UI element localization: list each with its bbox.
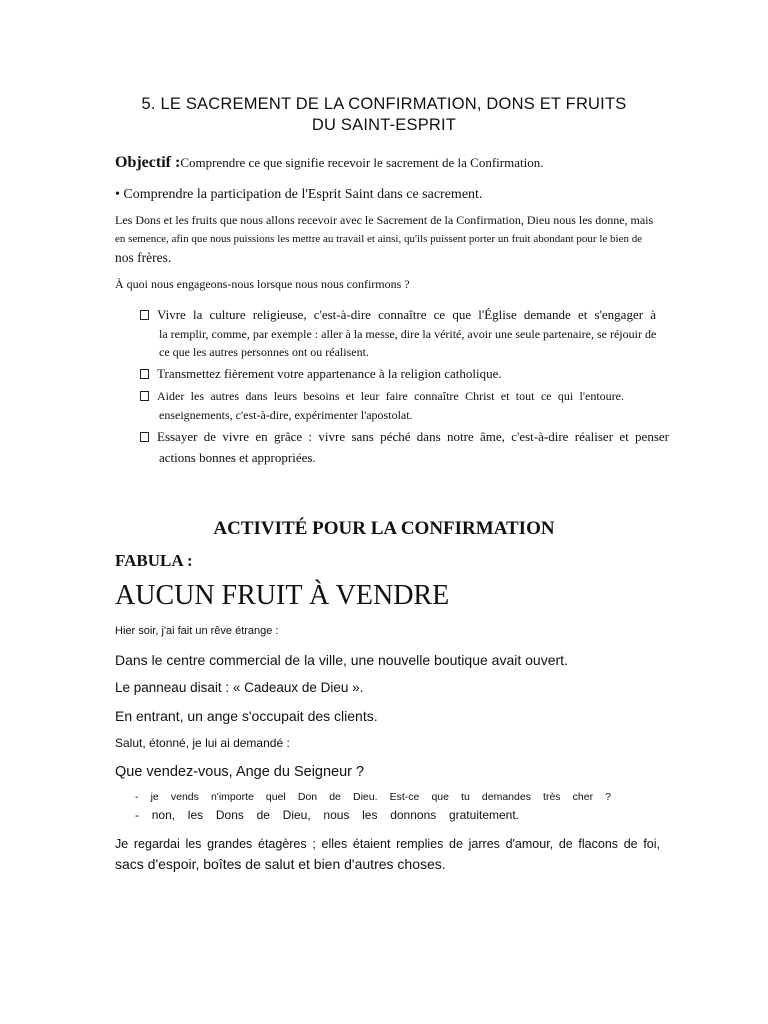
intro-line-1: Les Dons et les fruits que nous allons recevoir avec le Sacrement de la Confirmation, Dieu nous les donne, mais xyxy=(115,213,654,227)
page-title-line-2: DU SAINT-ESPRIT xyxy=(311,116,457,134)
dialogue-line-2: - non, les Dons de Dieu, nous les donnons gratuitement. xyxy=(135,808,519,822)
checkbox-icon xyxy=(140,310,149,320)
checklist-item-4-line-2: actions bonnes et appropriées. xyxy=(159,450,316,465)
story-line-1: Hier soir, j'ai fait un rêve étrange : xyxy=(115,625,279,637)
fabula-label: FABULA : xyxy=(115,551,193,570)
story-paragraph-line-1: Je regardai les grandes étagères ; elles étaient remplies de jarres d'amour, de flacons de foi, xyxy=(115,837,660,851)
story-line-6: Que vendez-vous, Ange du Seigneur ? xyxy=(115,764,365,780)
story-line-5: Salut, étonné, je lui ai demandé : xyxy=(115,736,290,750)
page-title-line-1: 5. LE SACREMENT DE LA CONFIRMATION, DONS ET FRUITS xyxy=(141,95,627,113)
checklist-item-3 xyxy=(140,389,624,404)
objective-text: Comprendre ce que signifie recevoir le sacrement de la Confirmation. xyxy=(180,155,544,170)
checklist-item-4 xyxy=(140,429,669,445)
checklist-item-3-line-1: Aider les autres dans leurs besoins et leur faire connaître Christ et tout ce qui l'entoure. xyxy=(157,389,624,403)
objective xyxy=(115,154,543,172)
checklist-item-1-line-1: Vivre la culture religieuse, c'est-à-dire connaître ce que l'Église demande et s'engager à xyxy=(157,307,656,322)
checklist-item-4-line-1: Essayer de vivre en grâce : vivre sans péché dans notre âme, c'est-à-dire réaliser et penser xyxy=(157,429,669,444)
story-line-3: Le panneau disait : « Cadeaux de Dieu ». xyxy=(115,680,364,695)
intro-line-3: nos frères. xyxy=(115,250,172,265)
checklist-item-1 xyxy=(140,307,656,323)
objective-bullet: • Comprendre la participation de l'Esprit Saint dans ce sacrement. xyxy=(115,187,483,202)
story-title: AUCUN FRUIT À VENDRE xyxy=(115,580,450,611)
checklist-item-3-line-2: enseignements, c'est-à-dire, expérimenter l'apostolat. xyxy=(159,408,413,422)
story-line-2: Dans le centre commercial de la ville, une nouvelle boutique avait ouvert. xyxy=(115,652,568,668)
objective-label: Objectif : xyxy=(115,154,181,171)
checklist-item-1-line-3: ce que les autres personnes ont ou réalisent. xyxy=(159,345,369,359)
intro-line-2: en semence, afin que nous puissions les mettre au travail et ainsi, qu'ils puissent porter un fruit abondant pour le bien de xyxy=(115,233,643,245)
checkbox-icon xyxy=(140,432,149,442)
checklist-item-2 xyxy=(140,366,502,382)
checklist-item-1-line-2: la remplir, comme, par exemple : aller à la messe, dire la vérité, avoir une seule partenaire, se réjouir de xyxy=(159,327,657,341)
checkbox-icon xyxy=(140,391,149,401)
checkbox-icon xyxy=(140,369,149,379)
commitment-question: À quoi nous engageons-nous lorsque nous nous confirmons ? xyxy=(115,277,410,291)
checklist-item-2-line-1: Transmettez fièrement votre appartenance à la religion catholique. xyxy=(157,366,502,381)
story-paragraph-line-2: sacs d'espoir, boîtes de salut et bien d'autres choses. xyxy=(115,856,446,872)
dialogue-line-1: - je vends n'importe quel Don de Dieu. Est-ce que tu demandes très cher ? xyxy=(135,791,611,803)
activity-heading: ACTIVITÉ POUR LA CONFIRMATION xyxy=(213,518,555,539)
story-line-4: En entrant, un ange s'occupait des clients. xyxy=(115,708,378,724)
